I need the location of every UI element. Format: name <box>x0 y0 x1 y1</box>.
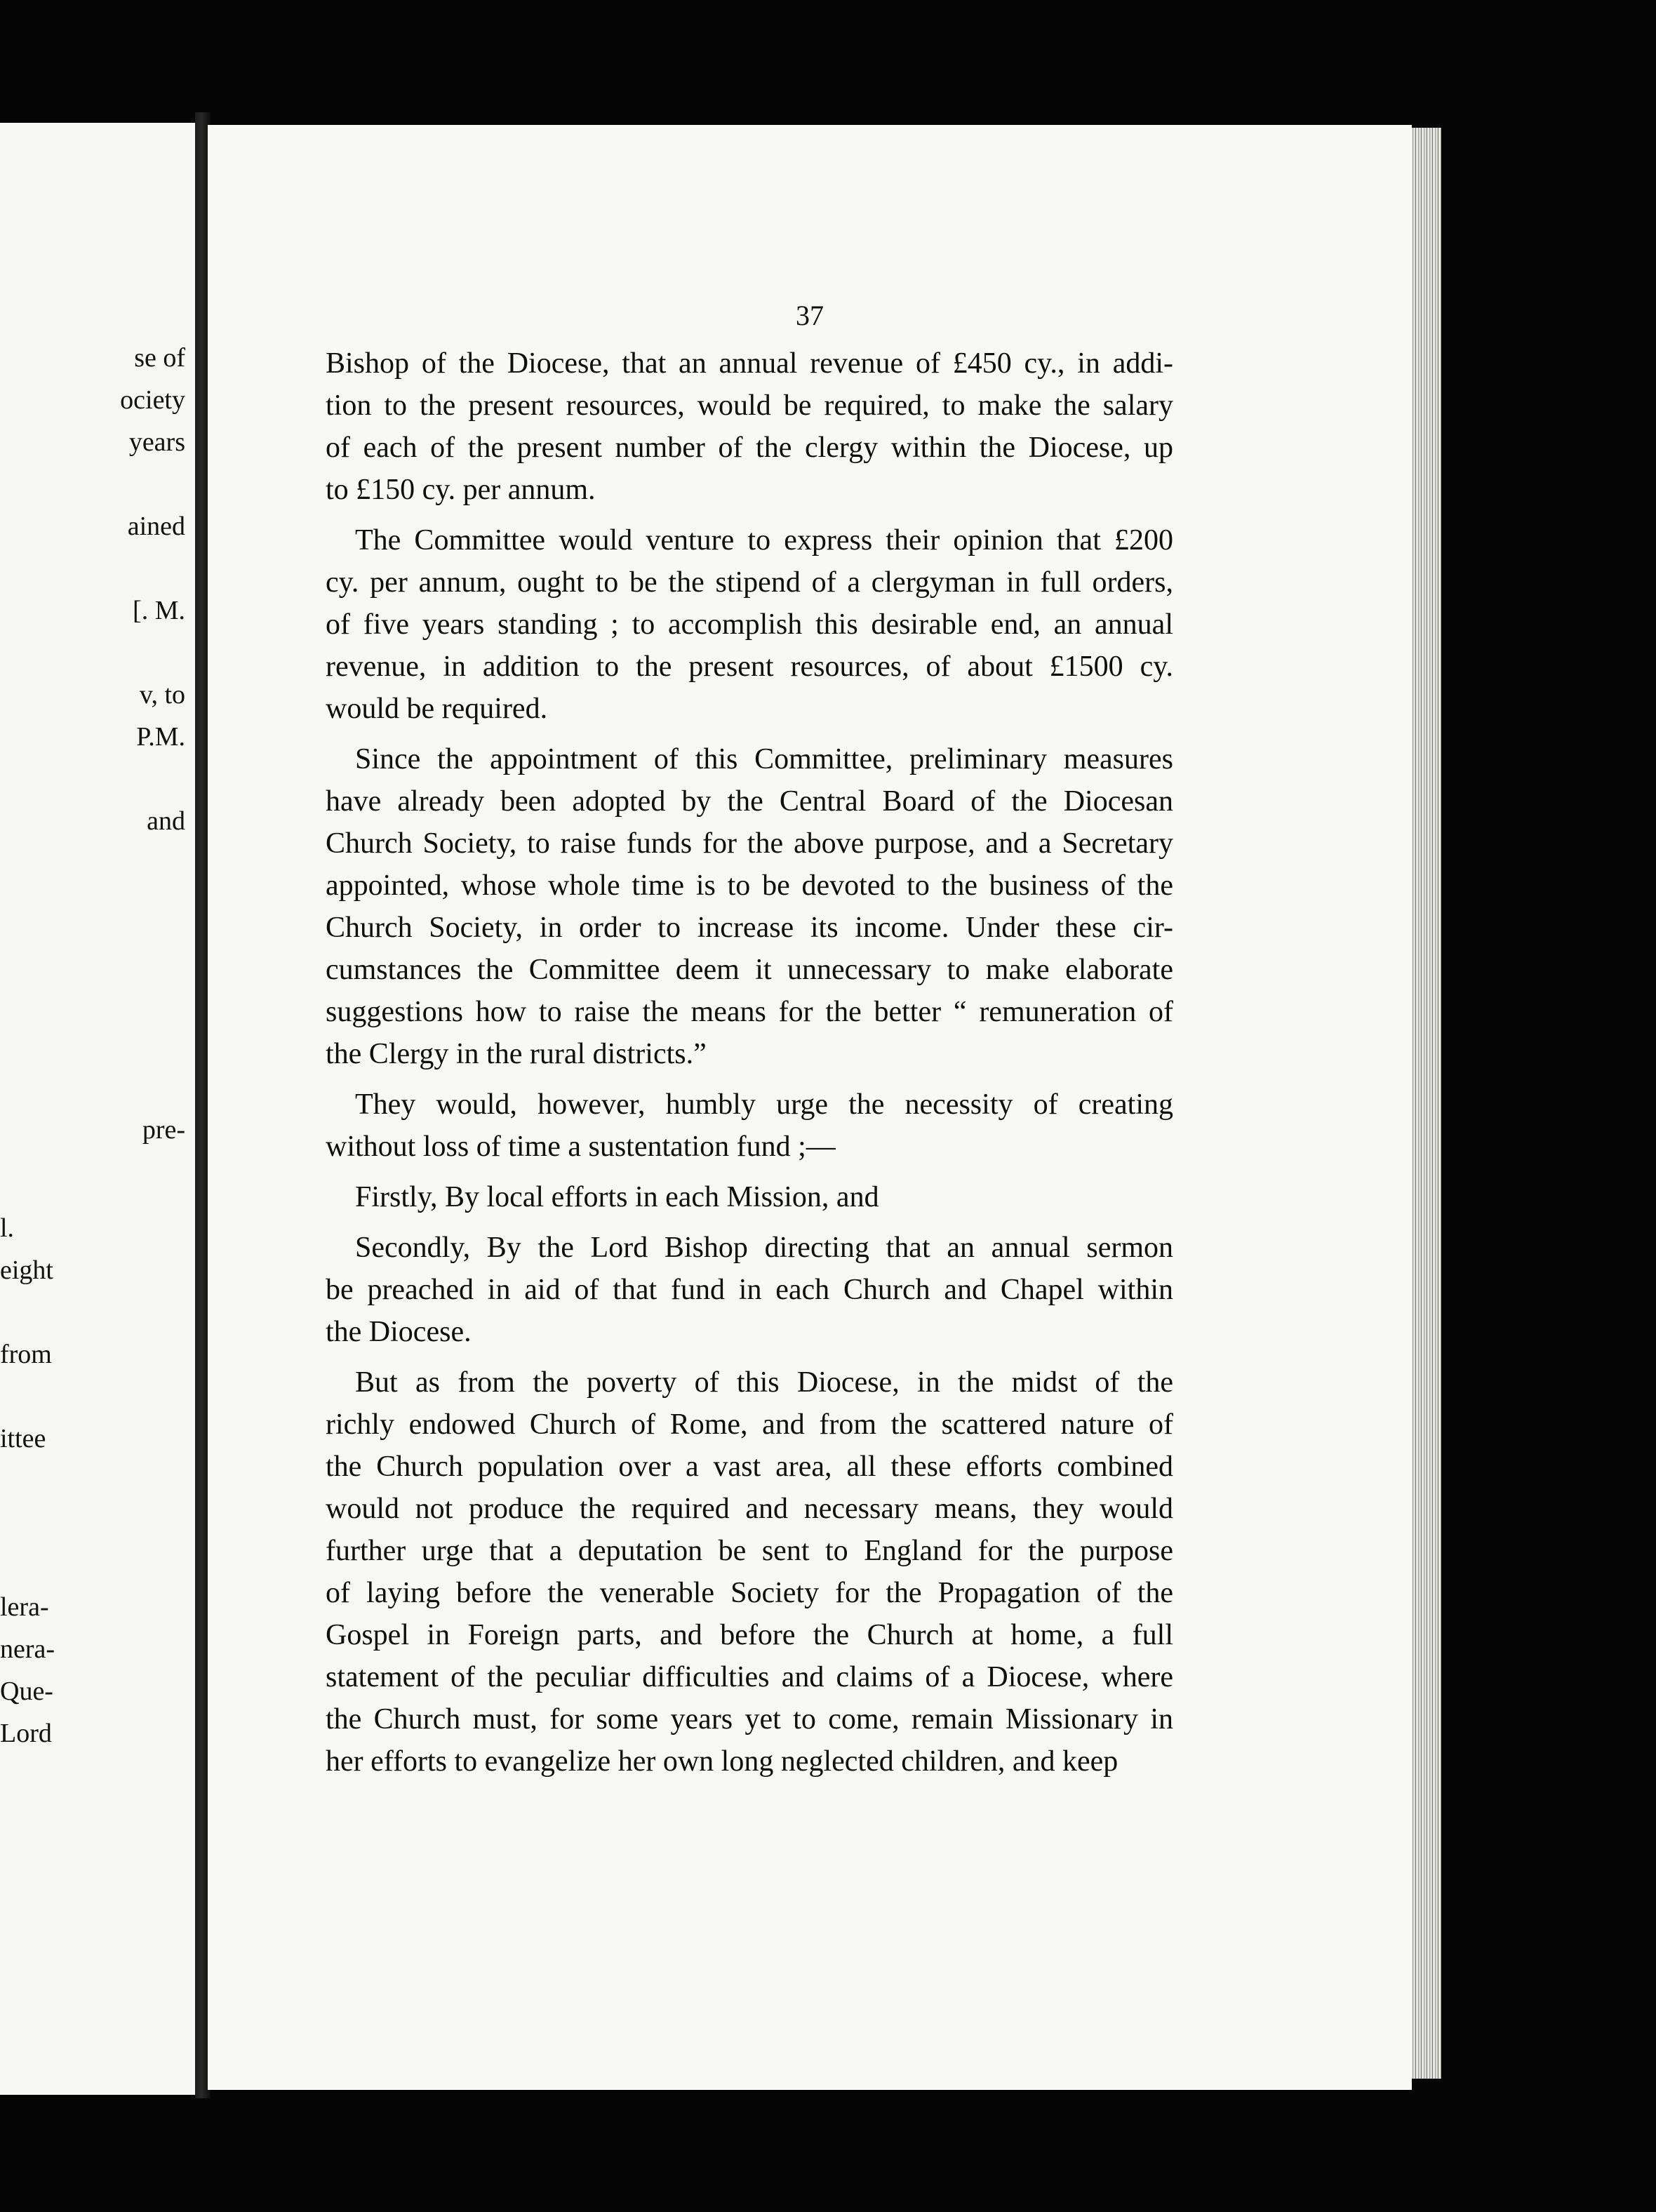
paragraph-gap <box>326 511 1173 519</box>
text-line: But as from the poverty of this Diocese, in the midst of the <box>355 1366 1173 1399</box>
page-body-text <box>326 342 1173 1783</box>
left-fragment: ittee <box>0 1424 46 1453</box>
left-fragment: eight <box>0 1255 53 1285</box>
page-number: 37 <box>796 300 824 331</box>
text-line: be preached in aid of that fund in each Church and Chapel within <box>326 1274 1173 1306</box>
paragraph-gap <box>326 1353 1173 1361</box>
left-fragment: [. M. <box>133 596 185 625</box>
paragraph-gap <box>326 1218 1173 1227</box>
left-fragment: ained <box>127 512 185 541</box>
paragraph-gap <box>326 730 1173 738</box>
left-fragment: and <box>147 806 185 836</box>
text-line: cy. per annum, ought to be the stipend of a clergyman in full orders, <box>326 566 1173 599</box>
text-line: Gospel in Foreign parts, and before the Church at home, a full <box>326 1619 1173 1651</box>
text-line: the Church must, for some years yet to come, remain Missionary in <box>326 1703 1173 1735</box>
left-fragment: Lord <box>0 1719 52 1748</box>
text-line: without loss of time a sustentation fund ;— <box>326 1131 836 1163</box>
text-line: Church Society, to raise funds for the above purpose, and a Secretary <box>326 827 1173 860</box>
left-fragment: lera- <box>0 1592 49 1622</box>
text-line: richly endowed Church of Rome, and from the scattered nature of <box>326 1408 1173 1441</box>
paragraph <box>326 738 1173 1075</box>
left-fragment: l. <box>0 1213 15 1243</box>
text-line: statement of the peculiar difficulties and claims of a Diocese, where <box>326 1661 1173 1693</box>
text-line: the Clergy in the rural districts.” <box>326 1038 707 1070</box>
text-line: of five years standing ; to accomplish this desirable end, an annual <box>326 608 1173 641</box>
text-line: They would, however, humbly urge the necessity of creating <box>355 1088 1173 1121</box>
left-fragment: years <box>128 427 185 457</box>
text-line: Firstly, By local efforts in each Mission, and <box>355 1181 879 1213</box>
page-edges <box>1410 128 1441 2079</box>
text-line: revenue, in addition to the present resources, of about £1500 cy. <box>326 651 1173 683</box>
text-line: Since the appointment of this Committee, preliminary measures <box>355 743 1173 775</box>
text-line: The Committee would venture to express their opinion that £200 <box>355 524 1173 557</box>
paragraph-gap <box>326 1168 1173 1176</box>
text-line: would be required. <box>326 693 548 725</box>
left-fragment: ociety <box>120 385 185 415</box>
paragraph <box>326 1176 1173 1218</box>
text-line: Bishop of the Diocese, that an annual revenue of £450 cy., in addi- <box>326 347 1173 380</box>
left-fragment: Que- <box>0 1677 53 1706</box>
text-line: the Church population over a vast area, all these efforts combined <box>326 1451 1173 1483</box>
previous-page-fragment <box>0 123 195 2095</box>
text-line: Church Society, in order to increase its income. Under these cir- <box>326 912 1173 944</box>
text-line: suggestions how to raise the means for the better “ remuneration of <box>326 996 1173 1028</box>
left-fragment: nera- <box>0 1634 55 1664</box>
text-line: of laying before the venerable Society for the Propagation of the <box>326 1577 1173 1609</box>
left-fragment: v, to <box>139 680 185 709</box>
left-fragment: se of <box>134 343 185 373</box>
paragraph <box>326 1361 1173 1783</box>
left-fragment: pre- <box>142 1115 185 1145</box>
text-line: have already been adopted by the Central Board of the Diocesan <box>326 785 1173 818</box>
text-line: would not produce the required and necessary means, they would <box>326 1493 1173 1525</box>
paragraph-gap <box>326 1075 1173 1084</box>
book-page <box>208 125 1412 2090</box>
text-line: tion to the present resources, would be required, to make the salary <box>326 389 1173 422</box>
text-line: further urge that a deputation be sent to England for the purpose <box>326 1535 1173 1567</box>
left-fragment: from <box>0 1340 52 1369</box>
text-line: appointed, whose whole time is to be devoted to the business of the <box>326 870 1173 902</box>
paragraph <box>326 1227 1173 1353</box>
paragraph <box>326 1084 1173 1168</box>
text-line: to £150 cy. per annum. <box>326 474 596 506</box>
paragraph <box>326 342 1173 511</box>
paragraph <box>326 519 1173 730</box>
text-line: cumstances the Committee deem it unnecessary to make elaborate <box>326 954 1173 986</box>
text-line: of each of the present number of the clergy within the Diocese, up <box>326 432 1173 464</box>
left-fragment: P.M. <box>136 722 185 752</box>
text-line: the Diocese. <box>326 1316 472 1348</box>
text-line: her efforts to evangelize her own long neglected children, and keep <box>326 1745 1119 1778</box>
text-line: Secondly, By the Lord Bishop directing that an annual sermon <box>355 1232 1173 1264</box>
